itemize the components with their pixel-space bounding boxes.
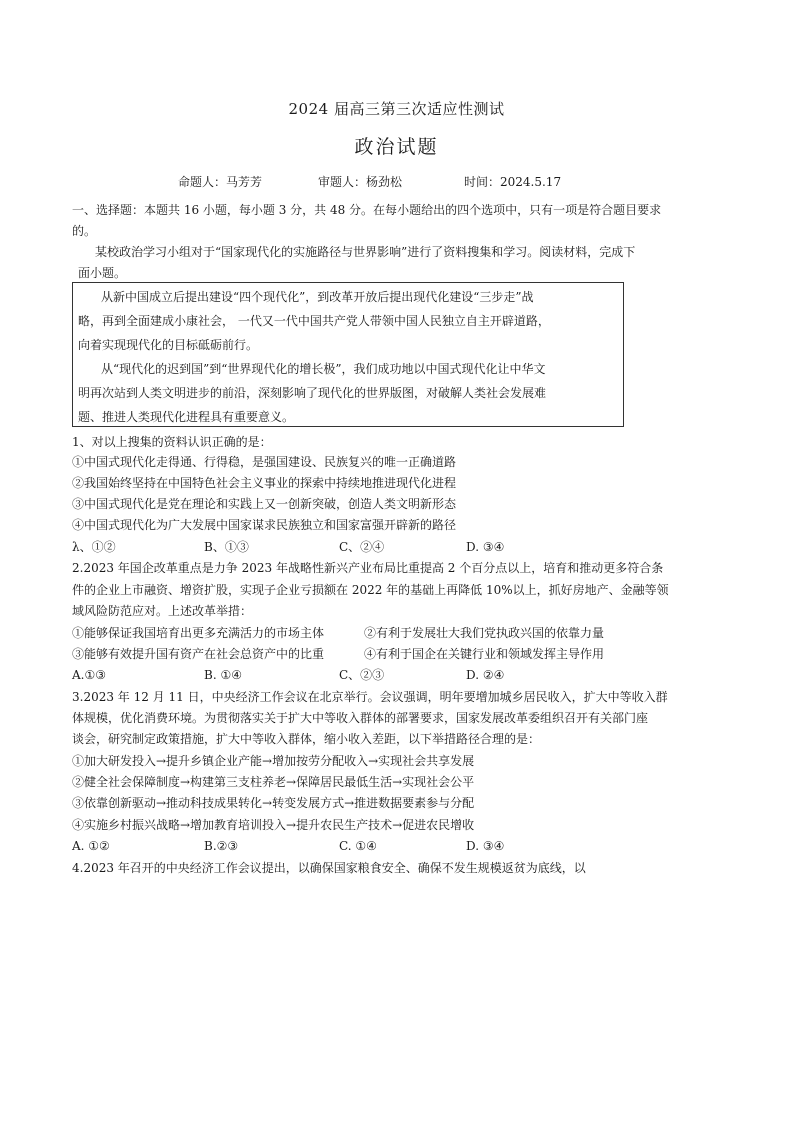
material-line: 向着实现现代化的目标砥砺前行。: [78, 338, 259, 352]
question-2-stem: 域风险防范应对。上述改革举措：: [72, 604, 253, 618]
material-line: 题、推进人类现代化进程具有重要意义。: [78, 410, 295, 424]
option-c[interactable]: C、②③: [339, 668, 385, 682]
date-label: 时间：2024.5.17: [464, 175, 562, 189]
question-1-stem: 1、对以上搜集的资料认识正确的是：: [72, 435, 272, 449]
question-1-item: ③中国式现代化是党在理论和实践上又一创新突破，创造人类文明新形态: [72, 497, 457, 511]
question-3-stem: 3.2023 年 12 月 11 日，中央经济工作会议在北京举行。会议强调，明年要增加城乡居民收入，扩大中等收入群: [72, 690, 668, 704]
question-3-item: ②健全社会保障制度→构建第三支柱养老→保障居民最低生活→实现社会公平: [72, 775, 475, 789]
question-2-stem: 2.2023 年国企改革重点是力争 2023 年战略性新兴产业布局比重提高 2 个百分点以上，培育和推动更多符合条: [72, 561, 664, 575]
option-d[interactable]: D. ②④: [466, 668, 505, 682]
question-3-item: ③依靠创新驱动→推动科技成果转化→转变发展方式→推进数据要素参与分配: [72, 796, 475, 810]
question-3-item: ④实施乡村振兴战略→增加教育培训投入→提升农民生产技术→促进农民增收: [72, 818, 475, 832]
material-box: [72, 282, 624, 427]
option-d[interactable]: D. ③④: [466, 839, 505, 853]
option-a[interactable]: A.①③: [72, 668, 106, 682]
question-1-item: ②我国始终坚持在中国特色社会主义事业的探索中持续地推进现代化进程: [72, 476, 457, 490]
material-line: 从“现代化的迟到国”到“世界现代化的增长极”，我们成功地以中国式现代化让中华文: [101, 362, 546, 376]
question-4-stem: 4.2023 年召开的中央经济工作会议提出，以确保国家粮食安全、确保不发生规模返贫为底线，以: [72, 861, 586, 875]
material-line: 从新中国成立后提出建设“四个现代化”，到改革开放后提出现代化建设“三步走”战: [101, 290, 534, 304]
question-2-item: ①能够保证我国培育出更多充满活力的市场主体: [72, 626, 325, 640]
option-c[interactable]: C、②④: [339, 540, 385, 554]
question-1-item: ④中国式现代化为广大发展中国家谋求民族独立和国家富强开辟新的路径: [72, 518, 457, 532]
section-instruction-line: 一、选择题：本题共 16 小题，每小题 3 分，共 48 分。在每小题给出的四个选项中，只有一项是符合题目要求: [72, 203, 662, 217]
option-b[interactable]: B.②③: [204, 839, 239, 853]
option-a[interactable]: λ、①②: [72, 540, 116, 554]
material-intro-line: 面小题。: [78, 266, 127, 280]
option-b[interactable]: B、①③: [204, 540, 249, 554]
question-1-item: ①中国式现代化走得通、行得稳，是强国建设、民族复兴的唯一正确道路: [72, 455, 457, 469]
reviewer-label: 审题人：杨劲松: [318, 175, 403, 189]
question-2-stem: 件的企业上市融资、增资扩股，实现子企业亏损额在 2022 年的基础上再降低 10%以上，抓好房地产、金融等领: [72, 583, 669, 597]
material-line: 明再次站到人类文明进步的前沿，深刻影响了现代化的世界版图，对破解人类社会发展难: [78, 386, 547, 400]
material-intro-line: 某校政治学习小组对于“国家现代化的实施路径与世界影响”进行了资料搜集和学习。阅读材料，完成下: [95, 245, 636, 259]
subject-title: 政治试题: [354, 136, 439, 158]
material-line: 略，再到全面建成小康社会， 一代又一代中国共产党人带领中国人民独立自主开辟道路，: [78, 314, 550, 328]
section-instruction-line: 的。: [72, 224, 97, 238]
option-c[interactable]: C. ①④: [339, 839, 377, 853]
option-d[interactable]: D. ③④: [466, 540, 505, 554]
question-3-stem: 体规模，优化消费环境。为贯彻落实关于扩大中等收入群体的部署要求，国家发展改革委组织召开有关部门座: [72, 711, 649, 725]
question-3-stem: 谈会，研究制定政策措施，扩大中等收入群体，缩小收入差距，以下举措路径合理的是：: [72, 732, 541, 746]
exam-title: 2024 届高三第三次适应性测试: [288, 100, 505, 118]
question-2-item: ②有利于发展壮大我们党执政兴国的依靠力量: [364, 626, 605, 640]
option-a[interactable]: A. ①②: [72, 839, 110, 853]
question-3-item: ①加大研发投入→提升乡镇企业产能→增加按劳分配收入→实现社会共享发展: [72, 754, 475, 768]
option-b[interactable]: B. ①④: [204, 668, 242, 682]
question-2-item: ③能够有效提升国有资产在社会总资产中的比重: [72, 647, 325, 661]
author-label: 命题人：马芳芳: [178, 175, 263, 189]
question-2-item: ④有利于国企在关键行业和领域发挥主导作用: [364, 647, 605, 661]
